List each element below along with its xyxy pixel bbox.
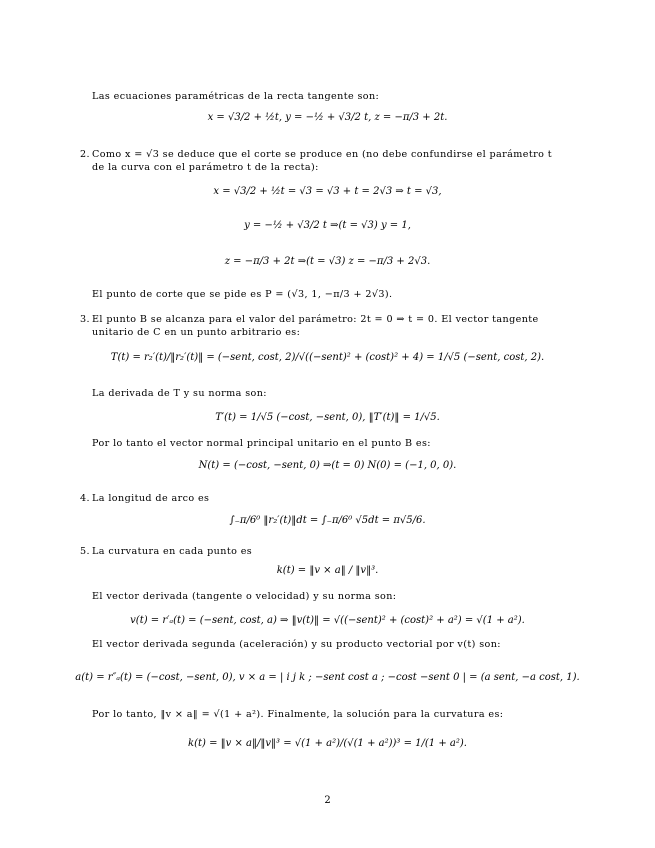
item-number: 5.	[80, 546, 90, 557]
normal-intro: Por lo tanto el vector normal principal unitario en el punto B es:	[92, 438, 431, 449]
equation-normal: N(t) = (−cost, −sent, 0) ⇒(t = 0) N(0) = (−1, 0, 0).	[198, 460, 457, 471]
item-4	[80, 492, 566, 505]
derivative-t-intro: La derivada de T y su norma son:	[92, 388, 267, 399]
equation-curvature: k(t) = ‖v × a‖ / ‖v‖³.	[276, 565, 379, 576]
item-text: La longitud de arco es	[92, 493, 210, 504]
intro-tangent: Las ecuaciones paramétricas de la recta tangente son:	[92, 91, 380, 102]
acceleration-intro: El vector derivada segunda (aceleración) y su producto vectorial por v(t) son:	[92, 639, 501, 650]
equation-t-prime: T′(t) = 1/√5 (−cost, −sent, 0), ‖T′(t)‖ = 1/√5.	[215, 412, 440, 423]
equation-cut-y: y = −½ + √3/2 t ⇒(t = √3) y = 1,	[244, 220, 411, 231]
item-2	[80, 148, 566, 174]
item-number: 3.	[80, 314, 90, 325]
velocity-intro: El vector derivada (tangente o velocidad) y su norma son:	[92, 591, 397, 602]
equation-tangent-line: x = √3/2 + ½t, y = −½ + √3/2 t, z = −π/3 + 2t.	[207, 112, 448, 123]
equation-acceleration: a(t) = r″ₐ(t) = (−cost, −sent, 0), v × a = | i j k ; −sent cost a ; −cost −sent 0 | = (a sent, −a cost, 1).	[75, 672, 580, 683]
item-3	[80, 313, 566, 339]
equation-cut-z: z = −π/3 + 2t ⇒(t = √3) z = −π/3 + 2√3.	[224, 256, 431, 267]
item-number: 2.	[80, 149, 90, 160]
equation-arc-length: ∫₋π/6⁰ ‖r₂′(t)‖dt = ∫₋π/6⁰ √5dt = π√5/6.	[229, 515, 426, 526]
equation-unit-tangent: T(t) = r₂′(t)/‖r₂′(t)‖ = (−sent, cost, 2)/√((−sent)² + (cost)² + 4) = 1/√5 (−sent, cost, 2).	[110, 352, 545, 363]
item-5	[80, 545, 566, 558]
equation-velocity: v(t) = r′ₐ(t) = (−sent, cost, a) ⇒ ‖v(t)‖ = √((−sent)² + (cost)² + a²) = √(1 + a²).	[130, 615, 525, 626]
item-text: El punto B se alcanza para el valor del parámetro: 2t = 0 ⇒ t = 0. El vector tangente unitario de C en un punto arbitrario es:	[92, 314, 539, 338]
item-text: La curvatura en cada punto es	[92, 546, 253, 557]
item-text: Como x = √3 se deduce que el corte se produce en (no debe confundirse el parámetro t de la curva con el parámetro t de la recta):	[92, 149, 552, 173]
equation-cut-x: x = √3/2 + ½t = √3 = √3 + t = 2√3 ⇒ t = √3,	[213, 186, 442, 197]
cut-point-text: El punto de corte que se pide es P = (√3, 1, −π/3 + 2√3).	[92, 289, 393, 300]
equation-final-curvature: k(t) = ‖v × a‖/‖v‖³ = √(1 + a²)/(√(1 + a²))³ = 1/(1 + a²).	[188, 738, 467, 749]
page-number: 2	[324, 795, 331, 806]
item-number: 4.	[80, 493, 90, 504]
final-intro: Por lo tanto, ‖v × a‖ = √(1 + a²). Finalmente, la solución para la curvatura es:	[92, 709, 504, 720]
